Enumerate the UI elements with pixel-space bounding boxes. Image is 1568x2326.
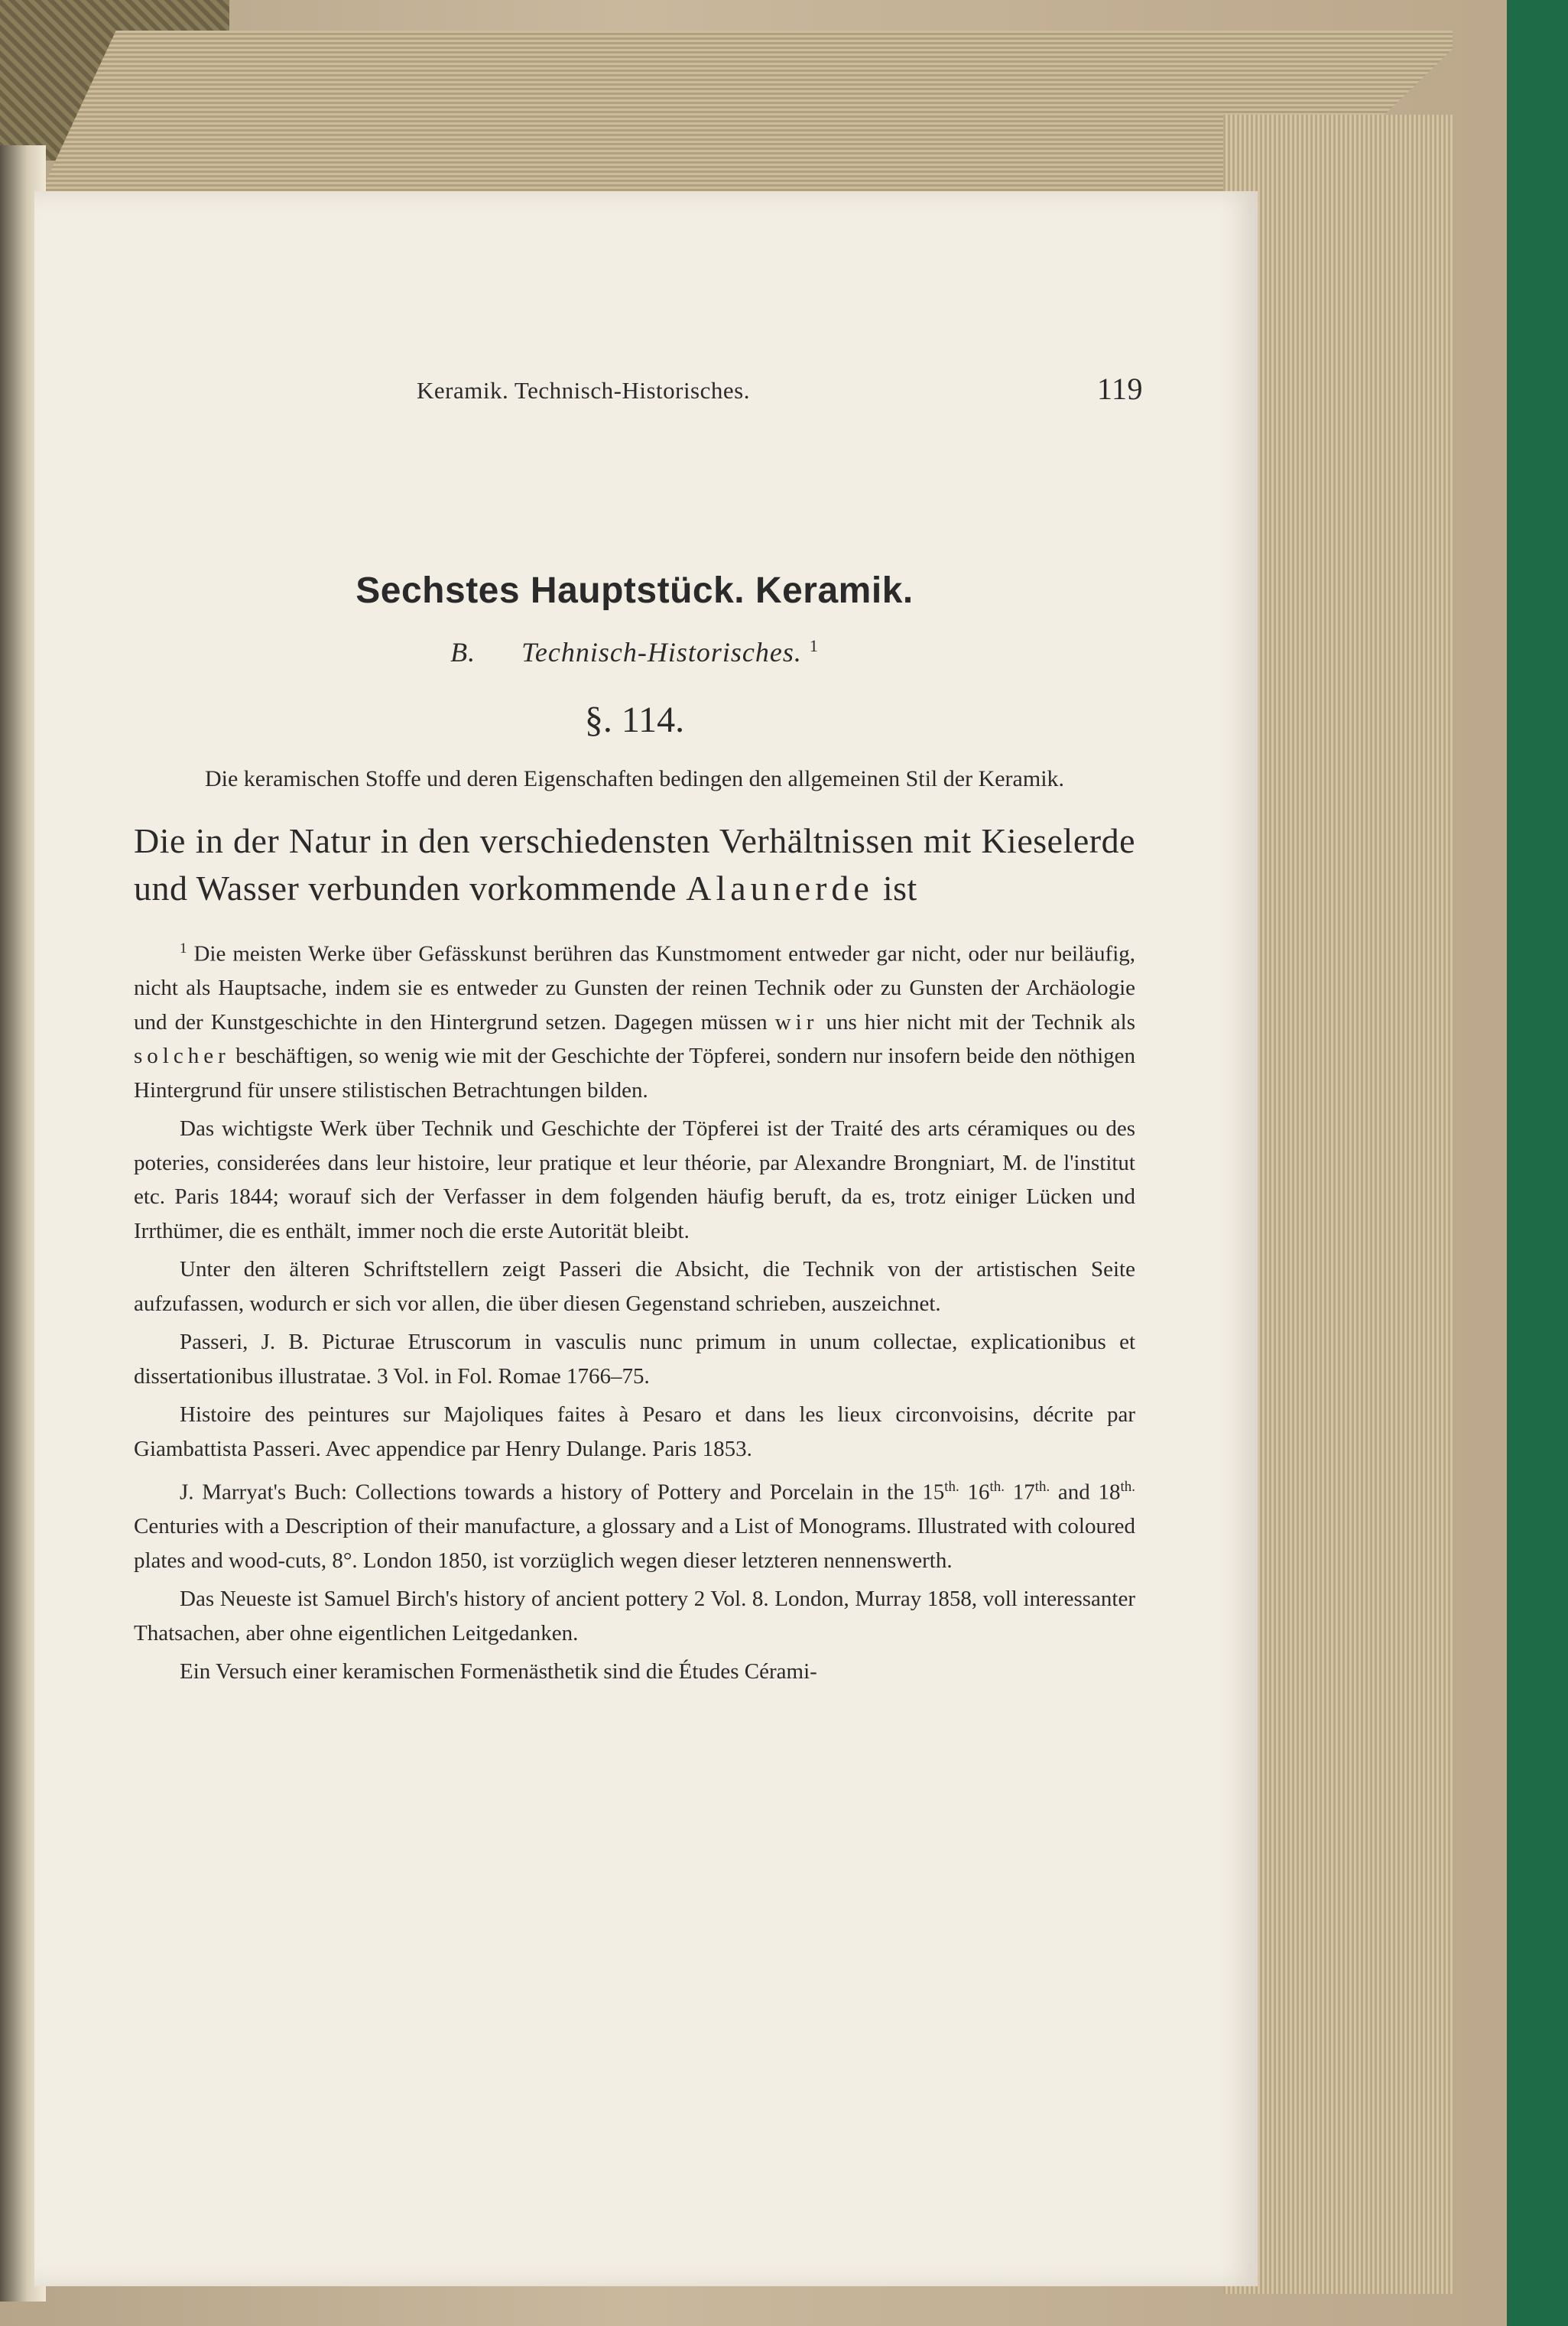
footnote-paragraph: Das wichtigste Werk über Technik und Geschichte der Töpferei ist der Traité des arts céramiques ou des poteries, considerées dans leur histoire, leur pratique et leur théorie, par Alexandre Brongniart, M. de l'institut etc. Paris 1844; worauf sich der Verfasser in dem folgenden häufig beruft, da es, trotz einiger Lücken und Irrthümer, die es enthält, immer noch die erste Autorität bleibt. bbox=[134, 1116, 1135, 1243]
footnote-emphasis: wir bbox=[774, 1009, 819, 1035]
body-text-end: ist bbox=[882, 869, 917, 908]
body-text-start: Die in der Natur in den verschiedensten Verhältnissen mit Kieselerde und Wasser verbunden vorkommende bbox=[134, 821, 1135, 908]
chapter-title: Sechstes Hauptstück. Keramik. bbox=[355, 570, 914, 611]
footnote-text: 16 bbox=[967, 1480, 990, 1505]
background-right bbox=[1507, 0, 1568, 2326]
book-page bbox=[34, 191, 1258, 2286]
footnote-paragraph: Ein Versuch einer keramischen Formenästhetik sind die Études Cérami- bbox=[180, 1659, 817, 1684]
footnote-text: Centuries with a Description of their manufacture, a glossary and a List of Monograms. Illustrated with coloured plates and wood-cuts, 8°. London 1850, ist vorzüglich wegen dieser letzteren nennenswerth. bbox=[134, 1514, 1135, 1573]
superscript: th. bbox=[944, 1479, 959, 1496]
subtitle bbox=[134, 636, 1135, 668]
running-head-title: Keramik. Technisch-Historisches. bbox=[417, 377, 750, 404]
page-number: 119 bbox=[1096, 372, 1143, 406]
footnote-text: Die meisten Werke über Gefässkunst berühren das Kunstmoment entweder gar nicht, oder nur beiläufig, nicht als Hauptsache, indem sie es entweder zu Gunsten der reinen Technik oder zu Gunsten der Archäologie und der Kunstgeschichte in den Hintergrund setzen. Dagegen müssen bbox=[134, 941, 1136, 1035]
superscript: th. bbox=[989, 1479, 1005, 1496]
page-block-edges bbox=[1223, 115, 1453, 2294]
footnotes bbox=[134, 932, 1135, 1689]
footnote-text: and 18 bbox=[1057, 1480, 1121, 1505]
footnote-text: uns hier nicht mit der Technik als bbox=[826, 1009, 1135, 1035]
footnote-marker: 1 bbox=[180, 940, 187, 957]
subtitle-note-ref: 1 bbox=[809, 636, 819, 655]
superscript: th. bbox=[1034, 1479, 1050, 1496]
running-head bbox=[134, 371, 1143, 417]
superscript: th. bbox=[1120, 1479, 1136, 1496]
footnote-emphasis: solcher bbox=[134, 1044, 230, 1069]
footnote-paragraph: Histoire des peintures sur Majoliques faites à Pesaro et dans les lieux circonvoisins, décrite par Giambattista Passeri. Avec appendice par Henry Dulange. Paris 1853. bbox=[134, 1402, 1135, 1461]
footnote-text: beschäftigen, so wenig wie mit der Geschichte der Töpferei, sondern nur insofern beide den nöthigen Hintergrund für unsere stilistischen Betrachtungen bilden. bbox=[134, 1044, 1136, 1103]
subtitle-letter: B. bbox=[450, 637, 476, 668]
footnote-text: J. Marryat's Buch: Collections towards a history of Pottery and Porcelain in the 15 bbox=[180, 1480, 945, 1505]
footnote-1 bbox=[134, 932, 1135, 1107]
footnote-paragraph: Passeri, J. B. Picturae Etruscorum in vasculis nunc primum in unum collectae, explicationibus et dissertationibus illustratae. 3 Vol. in Fol. Romae 1766–75. bbox=[134, 1330, 1135, 1389]
section-number: §. 114. bbox=[584, 700, 685, 740]
footnote-paragraph bbox=[134, 1470, 1135, 1577]
section-summary: Die keramischen Stoffe und deren Eigenschaften bedingen den allgemeinen Stil der Keramik. bbox=[204, 766, 1065, 791]
text-area bbox=[134, 371, 1143, 1694]
body-text-emphasis: Alaunerde bbox=[686, 869, 874, 908]
footnote-text: 17 bbox=[1012, 1480, 1035, 1505]
footnote-paragraph: Das Neueste ist Samuel Birch's history of ancient pottery 2 Vol. 8. London, Murray 1858, voll interessanter Thatsachen, aber ohne eigentlichen Leitgedanken. bbox=[134, 1587, 1135, 1645]
footnote-paragraph: Unter den älteren Schriftstellern zeigt Passeri die Absicht, die Technik von der artistischen Seite aufzufassen, wodurch er sich vor allen, die über diesen Gegenstand schrieben, auszeichnet. bbox=[134, 1257, 1135, 1316]
subtitle-text: Technisch-Historisches. bbox=[521, 637, 802, 668]
body-paragraph bbox=[134, 817, 1135, 912]
